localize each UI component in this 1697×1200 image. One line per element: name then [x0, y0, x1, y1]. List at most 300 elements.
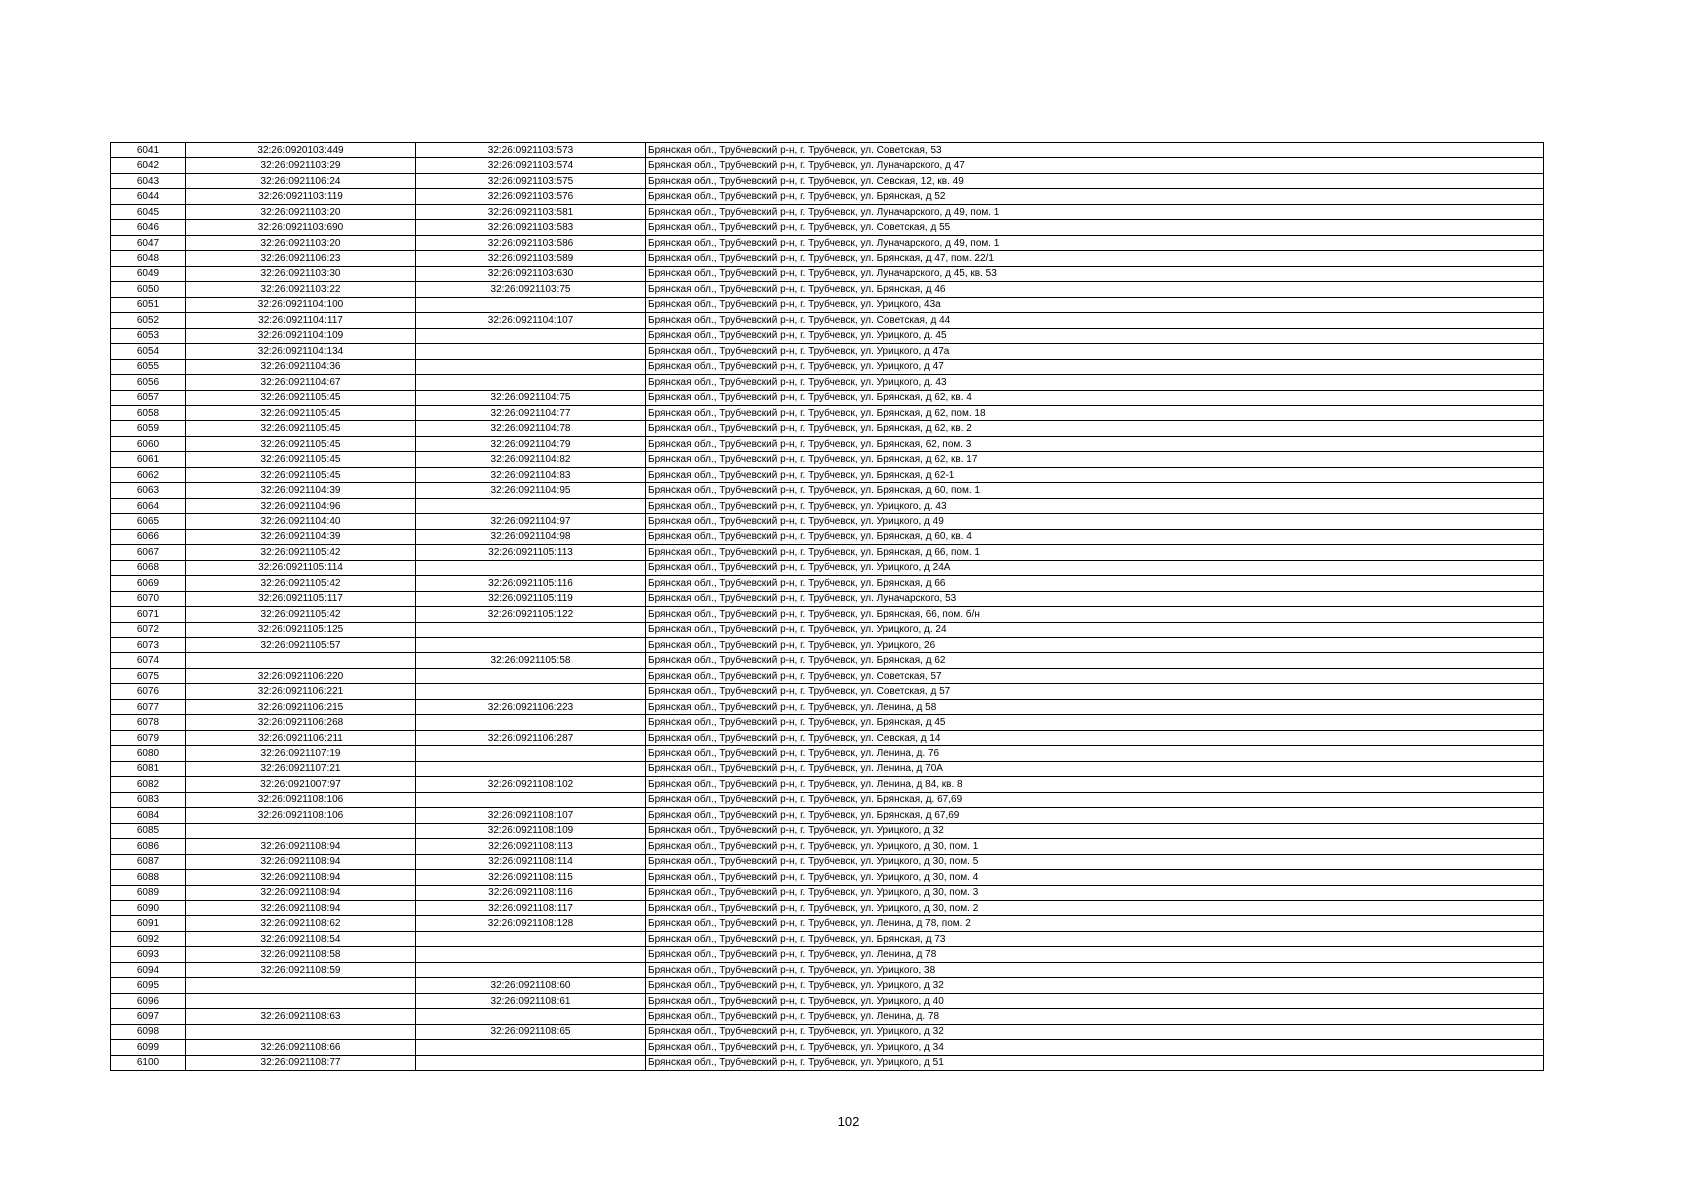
cadastral-number-cell: 32:26:0921106:220: [186, 668, 416, 683]
row-number-cell: 6059: [111, 421, 186, 436]
table-row: [111, 436, 1544, 451]
address-cell: Брянская обл., Трубчевский р-н, г. Трубчевск, ул. Урицкого, 43а: [646, 297, 1544, 312]
cadastral-number-cell: 32:26:0921104:109: [186, 328, 416, 343]
linked-cadastral-number-cell: 32:26:0921106:287: [416, 730, 646, 745]
address-cell: Брянская обл., Трубчевский р-н, г. Трубчевск, ул. Луначарского, д 49, пом. 1: [646, 235, 1544, 250]
linked-cadastral-number-cell: 32:26:0921108:113: [416, 839, 646, 854]
linked-cadastral-number-cell: [416, 947, 646, 962]
table-row: [111, 220, 1544, 235]
address-cell: Брянская обл., Трубчевский р-н, г. Трубчевск, ул. Урицкого, д 32: [646, 823, 1544, 838]
row-number-cell: 6064: [111, 498, 186, 513]
address-cell: Брянская обл., Трубчевский р-н, г. Трубчевск, ул. Севская, д 14: [646, 730, 1544, 745]
address-cell: Брянская обл., Трубчевский р-н, г. Трубчевск, ул. Урицкого, д 30, пом. 2: [646, 900, 1544, 915]
row-number-cell: 6047: [111, 235, 186, 250]
cadastral-number-cell: 32:26:0921105:45: [186, 390, 416, 405]
linked-cadastral-number-cell: 32:26:0921103:576: [416, 189, 646, 204]
linked-cadastral-number-cell: [416, 622, 646, 637]
row-number-cell: 6095: [111, 978, 186, 993]
cadastral-number-cell: 32:26:0921103:22: [186, 282, 416, 297]
cadastral-number-cell: 32:26:0921103:29: [186, 158, 416, 173]
row-number-cell: 6061: [111, 452, 186, 467]
row-number-cell: 6097: [111, 1009, 186, 1024]
cadastral-number-cell: 32:26:0921108:59: [186, 962, 416, 977]
row-number-cell: 6052: [111, 313, 186, 328]
table-row: [111, 638, 1544, 653]
row-number-cell: 6049: [111, 266, 186, 281]
cadastral-number-cell: 32:26:0921105:114: [186, 560, 416, 575]
cadastral-number-cell: 32:26:0921108:77: [186, 1055, 416, 1070]
row-number-cell: 6098: [111, 1024, 186, 1039]
row-number-cell: 6044: [111, 189, 186, 204]
table-row: [111, 808, 1544, 823]
linked-cadastral-number-cell: [416, 344, 646, 359]
address-cell: Брянская обл., Трубчевский р-н, г. Трубчевск, ул. Ленина, д 84, кв. 8: [646, 777, 1544, 792]
linked-cadastral-number-cell: 32:26:0921104:107: [416, 313, 646, 328]
cadastral-number-cell: 32:26:0921105:57: [186, 638, 416, 653]
address-cell: Брянская обл., Трубчевский р-н, г. Трубчевск, ул. Брянская, д 46: [646, 282, 1544, 297]
linked-cadastral-number-cell: 32:26:0921108:60: [416, 978, 646, 993]
address-cell: Брянская обл., Трубчевский р-н, г. Трубчевск, ул. Советская, д 44: [646, 313, 1544, 328]
table-row: [111, 514, 1544, 529]
cadastral-number-cell: 32:26:0921108:94: [186, 854, 416, 869]
table-row: [111, 607, 1544, 622]
table-row: [111, 684, 1544, 699]
linked-cadastral-number-cell: 32:26:0921108:116: [416, 885, 646, 900]
table-row: [111, 545, 1544, 560]
row-number-cell: 6091: [111, 916, 186, 931]
linked-cadastral-number-cell: [416, 792, 646, 807]
row-number-cell: 6056: [111, 375, 186, 390]
linked-cadastral-number-cell: [416, 1009, 646, 1024]
cadastral-number-cell: 32:26:0921104:39: [186, 483, 416, 498]
row-number-cell: 6051: [111, 297, 186, 312]
address-cell: Брянская обл., Трубчевский р-н, г. Трубчевск, ул. Ленина, д 70А: [646, 761, 1544, 776]
linked-cadastral-number-cell: [416, 498, 646, 513]
address-cell: Брянская обл., Трубчевский р-н, г. Трубчевск, ул. Брянская, д 62, кв. 4: [646, 390, 1544, 405]
address-cell: Брянская обл., Трубчевский р-н, г. Трубчевск, ул. Урицкого, д 30, пом. 5: [646, 854, 1544, 869]
linked-cadastral-number-cell: [416, 962, 646, 977]
address-cell: Брянская обл., Трубчевский р-н, г. Трубчевск, ул. Брянская, д 62, пом. 18: [646, 405, 1544, 420]
address-cell: Брянская обл., Трубчевский р-н, г. Трубчевск, ул. Урицкого, д 47а: [646, 344, 1544, 359]
linked-cadastral-number-cell: [416, 638, 646, 653]
cadastral-number-cell: 32:26:0921108:94: [186, 900, 416, 915]
table-row: [111, 1009, 1544, 1024]
row-number-cell: 6099: [111, 1040, 186, 1055]
table-row: [111, 359, 1544, 374]
table-row: [111, 452, 1544, 467]
table-row: [111, 375, 1544, 390]
address-cell: Брянская обл., Трубчевский р-н, г. Трубчевск, ул. Луначарского, д 45, кв. 53: [646, 266, 1544, 281]
table-row: [111, 483, 1544, 498]
table-row: [111, 668, 1544, 683]
address-cell: Брянская обл., Трубчевский р-н, г. Трубчевск, ул. Урицкого, д. 43: [646, 498, 1544, 513]
address-cell: Брянская обл., Трубчевский р-н, г. Трубчевск, ул. Брянская, д 66, пом. 1: [646, 545, 1544, 560]
cadastral-number-cell: 32:26:0921105:45: [186, 421, 416, 436]
linked-cadastral-number-cell: 32:26:0921105:119: [416, 591, 646, 606]
table-row: [111, 947, 1544, 962]
row-number-cell: 6055: [111, 359, 186, 374]
row-number-cell: 6071: [111, 607, 186, 622]
row-number-cell: 6069: [111, 576, 186, 591]
cadastral-number-cell: 32:26:0921105:42: [186, 607, 416, 622]
cadastral-number-cell: 32:26:0920103:449: [186, 143, 416, 158]
row-number-cell: 6087: [111, 854, 186, 869]
linked-cadastral-number-cell: 32:26:0921104:82: [416, 452, 646, 467]
linked-cadastral-number-cell: 32:26:0921103:589: [416, 251, 646, 266]
address-cell: Брянская обл., Трубчевский р-н, г. Трубчевск, ул. Ленина, д. 78: [646, 1009, 1544, 1024]
linked-cadastral-number-cell: [416, 761, 646, 776]
row-number-cell: 6060: [111, 436, 186, 451]
address-cell: Брянская обл., Трубчевский р-н, г. Трубчевск, ул. Урицкого, д. 24: [646, 622, 1544, 637]
linked-cadastral-number-cell: 32:26:0921103:581: [416, 204, 646, 219]
table-row: [111, 235, 1544, 250]
linked-cadastral-number-cell: 32:26:0921104:77: [416, 405, 646, 420]
address-cell: Брянская обл., Трубчевский р-н, г. Трубчевск, ул. Урицкого, 26: [646, 638, 1544, 653]
address-cell: Брянская обл., Трубчевский р-н, г. Трубчевск, ул. Брянская, 62, пом. 3: [646, 436, 1544, 451]
table-row: [111, 498, 1544, 513]
row-number-cell: 6063: [111, 483, 186, 498]
cadastral-number-cell: 32:26:0921105:45: [186, 452, 416, 467]
table-row: [111, 854, 1544, 869]
address-cell: Брянская обл., Трубчевский р-н, г. Трубчевск, ул. Урицкого, д 34: [646, 1040, 1544, 1055]
table-row: [111, 143, 1544, 158]
row-number-cell: 6082: [111, 777, 186, 792]
row-number-cell: 6070: [111, 591, 186, 606]
address-cell: Брянская обл., Трубчевский р-н, г. Трубчевск, ул. Брянская, д 73: [646, 931, 1544, 946]
row-number-cell: 6068: [111, 560, 186, 575]
table-row: [111, 328, 1544, 343]
cadastral-number-cell: 32:26:0921103:690: [186, 220, 416, 235]
table-row: [111, 978, 1544, 993]
linked-cadastral-number-cell: 32:26:0921108:61: [416, 993, 646, 1008]
row-number-cell: 6080: [111, 746, 186, 761]
cadastral-number-cell: 32:26:0921108:62: [186, 916, 416, 931]
address-cell: Брянская обл., Трубчевский р-н, г. Трубчевск, ул. Урицкого, д 32: [646, 1024, 1544, 1039]
table-row: [111, 777, 1544, 792]
linked-cadastral-number-cell: 32:26:0921105:113: [416, 545, 646, 560]
linked-cadastral-number-cell: 32:26:0921108:128: [416, 916, 646, 931]
table-row: [111, 885, 1544, 900]
linked-cadastral-number-cell: [416, 668, 646, 683]
cadastral-number-cell: 32:26:0921106:23: [186, 251, 416, 266]
row-number-cell: 6050: [111, 282, 186, 297]
cadastral-number-cell: 32:26:0921104:40: [186, 514, 416, 529]
row-number-cell: 6075: [111, 668, 186, 683]
cadastral-number-cell: 32:26:0921108:66: [186, 1040, 416, 1055]
address-cell: Брянская обл., Трубчевский р-н, г. Трубчевск, ул. Брянская, д 52: [646, 189, 1544, 204]
row-number-cell: 6042: [111, 158, 186, 173]
cadastral-number-cell: 32:26:0921106:24: [186, 173, 416, 188]
table-row: [111, 390, 1544, 405]
linked-cadastral-number-cell: [416, 1055, 646, 1070]
cadastral-number-cell: 32:26:0921103:20: [186, 204, 416, 219]
address-cell: Брянская обл., Трубчевский р-н, г. Трубчевск, ул. Советская, д 57: [646, 684, 1544, 699]
table-row: [111, 204, 1544, 219]
address-cell: Брянская обл., Трубчевский р-н, г. Трубчевск, ул. Луначарского, д 47: [646, 158, 1544, 173]
table-row: [111, 251, 1544, 266]
linked-cadastral-number-cell: 32:26:0921108:117: [416, 900, 646, 915]
linked-cadastral-number-cell: 32:26:0921108:115: [416, 870, 646, 885]
row-number-cell: 6054: [111, 344, 186, 359]
table-row: [111, 405, 1544, 420]
cadastral-number-cell: 32:26:0921108:94: [186, 885, 416, 900]
table-row: [111, 622, 1544, 637]
table-row: [111, 467, 1544, 482]
address-cell: Брянская обл., Трубчевский р-н, г. Трубчевск, ул. Урицкого, д. 43: [646, 375, 1544, 390]
table-row: [111, 189, 1544, 204]
table-row: [111, 313, 1544, 328]
address-cell: Брянская обл., Трубчевский р-н, г. Трубчевск, ул. Урицкого, 38: [646, 962, 1544, 977]
linked-cadastral-number-cell: 32:26:0921108:109: [416, 823, 646, 838]
linked-cadastral-number-cell: [416, 375, 646, 390]
address-cell: Брянская обл., Трубчевский р-н, г. Трубчевск, ул. Советская, 53: [646, 143, 1544, 158]
table-row: [111, 839, 1544, 854]
row-number-cell: 6093: [111, 947, 186, 962]
cadastral-number-cell: 32:26:0921107:21: [186, 761, 416, 776]
cadastral-number-cell: 32:26:0921105:45: [186, 436, 416, 451]
table-row: [111, 158, 1544, 173]
row-number-cell: 6076: [111, 684, 186, 699]
cadastral-number-cell: [186, 653, 416, 668]
cadastral-number-cell: [186, 1024, 416, 1039]
table-row: [111, 282, 1544, 297]
address-cell: Брянская обл., Трубчевский р-н, г. Трубчевск, ул. Севская, 12, кв. 49: [646, 173, 1544, 188]
address-cell: Брянская обл., Трубчевский р-н, г. Трубчевск, ул. Брянская, д 66: [646, 576, 1544, 591]
address-cell: Брянская обл., Трубчевский р-н, г. Трубчевск, ул. Урицкого, д 30, пом. 3: [646, 885, 1544, 900]
linked-cadastral-number-cell: 32:26:0921103:574: [416, 158, 646, 173]
linked-cadastral-number-cell: 32:26:0921108:114: [416, 854, 646, 869]
linked-cadastral-number-cell: 32:26:0921105:116: [416, 576, 646, 591]
row-number-cell: 6081: [111, 761, 186, 776]
linked-cadastral-number-cell: 32:26:0921103:586: [416, 235, 646, 250]
row-number-cell: 6100: [111, 1055, 186, 1070]
table-row: [111, 870, 1544, 885]
table-row: [111, 962, 1544, 977]
row-number-cell: 6067: [111, 545, 186, 560]
cadastral-number-cell: [186, 993, 416, 1008]
linked-cadastral-number-cell: 32:26:0921103:583: [416, 220, 646, 235]
table-row: [111, 1055, 1544, 1070]
table-row: [111, 1024, 1544, 1039]
linked-cadastral-number-cell: [416, 359, 646, 374]
cadastral-table-body: [111, 143, 1544, 1071]
linked-cadastral-number-cell: 32:26:0921105:58: [416, 653, 646, 668]
address-cell: Брянская обл., Трубчевский р-н, г. Трубчевск, ул. Урицкого, д. 45: [646, 328, 1544, 343]
table-row: [111, 173, 1544, 188]
cadastral-number-cell: [186, 978, 416, 993]
address-cell: Брянская обл., Трубчевский р-н, г. Трубчевск, ул. Брянская, д 62, кв. 17: [646, 452, 1544, 467]
table-row: [111, 1040, 1544, 1055]
table-row: [111, 529, 1544, 544]
table-row: [111, 931, 1544, 946]
address-cell: Брянская обл., Трубчевский р-н, г. Трубчевск, ул. Урицкого, д 49: [646, 514, 1544, 529]
row-number-cell: 6090: [111, 900, 186, 915]
row-number-cell: 6083: [111, 792, 186, 807]
address-cell: Брянская обл., Трубчевский р-н, г. Трубчевск, ул. Брянская, д 62, кв. 2: [646, 421, 1544, 436]
row-number-cell: 6084: [111, 808, 186, 823]
table-row: [111, 297, 1544, 312]
linked-cadastral-number-cell: 32:26:0921104:98: [416, 529, 646, 544]
table-row: [111, 823, 1544, 838]
cadastral-number-cell: 32:26:0921007:97: [186, 777, 416, 792]
address-cell: Брянская обл., Трубчевский р-н, г. Трубчевск, ул. Луначарского, д 49, пом. 1: [646, 204, 1544, 219]
linked-cadastral-number-cell: 32:26:0921104:75: [416, 390, 646, 405]
table-row: [111, 653, 1544, 668]
cadastral-number-cell: 32:26:0921104:67: [186, 375, 416, 390]
cadastral-table: [110, 142, 1544, 1071]
table-row: [111, 699, 1544, 714]
address-cell: Брянская обл., Трубчевский р-н, г. Трубчевск, ул. Брянская, д 47, пом. 22/1: [646, 251, 1544, 266]
linked-cadastral-number-cell: [416, 715, 646, 730]
cadastral-number-cell: 32:26:0921105:42: [186, 576, 416, 591]
cadastral-number-cell: 32:26:0921108:63: [186, 1009, 416, 1024]
linked-cadastral-number-cell: 32:26:0921108:65: [416, 1024, 646, 1039]
row-number-cell: 6074: [111, 653, 186, 668]
cadastral-number-cell: 32:26:0921104:36: [186, 359, 416, 374]
linked-cadastral-number-cell: [416, 684, 646, 699]
linked-cadastral-number-cell: 32:26:0921104:95: [416, 483, 646, 498]
address-cell: Брянская обл., Трубчевский р-н, г. Трубчевск, ул. Ленина, д 58: [646, 699, 1544, 714]
linked-cadastral-number-cell: 32:26:0921103:75: [416, 282, 646, 297]
linked-cadastral-number-cell: 32:26:0921104:83: [416, 467, 646, 482]
address-cell: Брянская обл., Трубчевский р-н, г. Трубчевск, ул. Брянская, д 60, пом. 1: [646, 483, 1544, 498]
address-cell: Брянская обл., Трубчевский р-н, г. Трубчевск, ул. Урицкого, д 24А: [646, 560, 1544, 575]
table-row: [111, 730, 1544, 745]
cadastral-number-cell: 32:26:0921108:58: [186, 947, 416, 962]
row-number-cell: 6066: [111, 529, 186, 544]
address-cell: Брянская обл., Трубчевский р-н, г. Трубчевск, ул. Урицкого, д 51: [646, 1055, 1544, 1070]
row-number-cell: 6094: [111, 962, 186, 977]
row-number-cell: 6096: [111, 993, 186, 1008]
address-cell: Брянская обл., Трубчевский р-н, г. Трубчевск, ул. Брянская, д 62-1: [646, 467, 1544, 482]
row-number-cell: 6065: [111, 514, 186, 529]
address-cell: Брянская обл., Трубчевский р-н, г. Трубчевск, ул. Урицкого, д 30, пом. 1: [646, 839, 1544, 854]
address-cell: Брянская обл., Трубчевский р-н, г. Трубчевск, ул. Брянская, 66, пом. б/н: [646, 607, 1544, 622]
table-row: [111, 421, 1544, 436]
cadastral-number-cell: 32:26:0921103:20: [186, 235, 416, 250]
cadastral-number-cell: 32:26:0921108:94: [186, 870, 416, 885]
table-row: [111, 591, 1544, 606]
row-number-cell: 6053: [111, 328, 186, 343]
cadastral-number-cell: 32:26:0921106:268: [186, 715, 416, 730]
row-number-cell: 6088: [111, 870, 186, 885]
address-cell: Брянская обл., Трубчевский р-н, г. Трубчевск, ул. Брянская, д 60, кв. 4: [646, 529, 1544, 544]
linked-cadastral-number-cell: 32:26:0921104:79: [416, 436, 646, 451]
cadastral-number-cell: 32:26:0921104:117: [186, 313, 416, 328]
cadastral-number-cell: 32:26:0921108:106: [186, 792, 416, 807]
row-number-cell: 6073: [111, 638, 186, 653]
cadastral-number-cell: 32:26:0921106:211: [186, 730, 416, 745]
linked-cadastral-number-cell: 32:26:0921103:575: [416, 173, 646, 188]
row-number-cell: 6048: [111, 251, 186, 266]
linked-cadastral-number-cell: 32:26:0921108:102: [416, 777, 646, 792]
cadastral-number-cell: 32:26:0921106:221: [186, 684, 416, 699]
table-row: [111, 560, 1544, 575]
address-cell: Брянская обл., Трубчевский р-н, г. Трубчевск, ул. Урицкого, д 47: [646, 359, 1544, 374]
cadastral-number-cell: 32:26:0921108:106: [186, 808, 416, 823]
address-cell: Брянская обл., Трубчевский р-н, г. Трубчевск, ул. Ленина, д. 76: [646, 746, 1544, 761]
address-cell: Брянская обл., Трубчевский р-н, г. Трубчевск, ул. Брянская, д. 67,69: [646, 792, 1544, 807]
table-row: [111, 993, 1544, 1008]
table-row: [111, 746, 1544, 761]
cadastral-number-cell: 32:26:0921105:117: [186, 591, 416, 606]
linked-cadastral-number-cell: 32:26:0921104:97: [416, 514, 646, 529]
cadastral-number-cell: 32:26:0921104:100: [186, 297, 416, 312]
linked-cadastral-number-cell: [416, 560, 646, 575]
linked-cadastral-number-cell: [416, 746, 646, 761]
row-number-cell: 6078: [111, 715, 186, 730]
cadastral-number-cell: 32:26:0921104:39: [186, 529, 416, 544]
cadastral-number-cell: 32:26:0921105:45: [186, 405, 416, 420]
row-number-cell: 6045: [111, 204, 186, 219]
address-cell: Брянская обл., Трубчевский р-н, г. Трубчевск, ул. Брянская, д 45: [646, 715, 1544, 730]
linked-cadastral-number-cell: [416, 1040, 646, 1055]
row-number-cell: 6089: [111, 885, 186, 900]
address-cell: Брянская обл., Трубчевский р-н, г. Трубчевск, ул. Ленина, д 78, пом. 2: [646, 916, 1544, 931]
linked-cadastral-number-cell: 32:26:0921105:122: [416, 607, 646, 622]
linked-cadastral-number-cell: [416, 931, 646, 946]
address-cell: Брянская обл., Трубчевский р-н, г. Трубчевск, ул. Брянская, д 62: [646, 653, 1544, 668]
address-cell: Брянская обл., Трубчевский р-н, г. Трубчевск, ул. Урицкого, д 30, пом. 4: [646, 870, 1544, 885]
linked-cadastral-number-cell: [416, 297, 646, 312]
address-cell: Брянская обл., Трубчевский р-н, г. Трубчевск, ул. Луначарского, 53: [646, 591, 1544, 606]
cadastral-number-cell: 32:26:0921105:42: [186, 545, 416, 560]
table-row: [111, 344, 1544, 359]
linked-cadastral-number-cell: 32:26:0921104:78: [416, 421, 646, 436]
row-number-cell: 6092: [111, 931, 186, 946]
address-cell: Брянская обл., Трубчевский р-н, г. Трубчевск, ул. Брянская, д 67,69: [646, 808, 1544, 823]
table-row: [111, 266, 1544, 281]
address-cell: Брянская обл., Трубчевский р-н, г. Трубчевск, ул. Ленина, д 78: [646, 947, 1544, 962]
row-number-cell: 6072: [111, 622, 186, 637]
table-row: [111, 900, 1544, 915]
cadastral-number-cell: 32:26:0921105:125: [186, 622, 416, 637]
row-number-cell: 6057: [111, 390, 186, 405]
page-number: 102: [837, 1114, 860, 1129]
row-number-cell: 6079: [111, 730, 186, 745]
cadastral-number-cell: 32:26:0921105:45: [186, 467, 416, 482]
row-number-cell: 6085: [111, 823, 186, 838]
linked-cadastral-number-cell: [416, 328, 646, 343]
cadastral-number-cell: 32:26:0921108:94: [186, 839, 416, 854]
linked-cadastral-number-cell: 32:26:0921103:630: [416, 266, 646, 281]
row-number-cell: 6043: [111, 173, 186, 188]
address-cell: Брянская обл., Трубчевский р-н, г. Трубчевск, ул. Советская, 57: [646, 668, 1544, 683]
table-row: [111, 576, 1544, 591]
row-number-cell: 6058: [111, 405, 186, 420]
linked-cadastral-number-cell: 32:26:0921108:107: [416, 808, 646, 823]
table-row: [111, 761, 1544, 776]
cadastral-number-cell: 32:26:0921103:119: [186, 189, 416, 204]
table-row: [111, 715, 1544, 730]
address-cell: Брянская обл., Трубчевский р-н, г. Трубчевск, ул. Советская, д 55: [646, 220, 1544, 235]
linked-cadastral-number-cell: 32:26:0921103:573: [416, 143, 646, 158]
linked-cadastral-number-cell: 32:26:0921106:223: [416, 699, 646, 714]
table-row: [111, 792, 1544, 807]
row-number-cell: 6046: [111, 220, 186, 235]
row-number-cell: 6077: [111, 699, 186, 714]
table-row: [111, 916, 1544, 931]
row-number-cell: 6062: [111, 467, 186, 482]
cadastral-number-cell: 32:26:0921108:54: [186, 931, 416, 946]
cadastral-number-cell: 32:26:0921103:30: [186, 266, 416, 281]
cadastral-number-cell: 32:26:0921104:96: [186, 498, 416, 513]
cadastral-number-cell: [186, 823, 416, 838]
row-number-cell: 6086: [111, 839, 186, 854]
row-number-cell: 6041: [111, 143, 186, 158]
cadastral-number-cell: 32:26:0921107:19: [186, 746, 416, 761]
cadastral-number-cell: 32:26:0921104:134: [186, 344, 416, 359]
